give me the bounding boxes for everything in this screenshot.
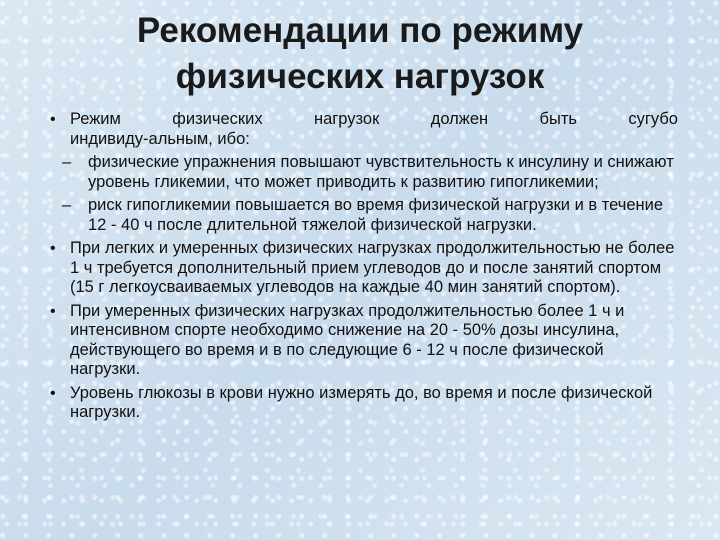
title-line-2: физических нагрузок bbox=[175, 57, 545, 96]
sub-item-hypoglycemia-risk bbox=[50, 196, 678, 235]
word: должен bbox=[430, 110, 489, 128]
dash-icon: – bbox=[62, 196, 72, 214]
dash-icon: – bbox=[62, 153, 72, 171]
title-line-1: Рекомендации по режиму bbox=[136, 11, 584, 50]
bullet-icon: • bbox=[50, 111, 56, 128]
bullet-item-glucose-measure bbox=[50, 384, 678, 423]
bullet-item-regime bbox=[50, 110, 678, 149]
bullet-text-rest: индивиду-альным, ибо: bbox=[70, 129, 250, 148]
bullet-text: При умеренных физических нагрузках продолжительностью более 1 ч и интенсивном спорте необходимо снижение на 20 - 50% дозы инсулина, действующего во время и в по следующие 6 - 12 ч после физической нагрузки. bbox=[70, 301, 625, 378]
bullet-item-insulin-reduction bbox=[50, 302, 678, 380]
bullet-icon: • bbox=[50, 384, 56, 402]
word: быть bbox=[539, 110, 577, 128]
bullet-icon: • bbox=[50, 302, 56, 320]
word: нагрузок bbox=[313, 110, 380, 128]
bullet-first-line bbox=[70, 110, 678, 130]
word: физических bbox=[172, 110, 263, 128]
bullet-icon: • bbox=[50, 240, 56, 257]
word: Режим bbox=[70, 110, 121, 128]
word: сугубо bbox=[628, 110, 678, 128]
sub-item-exercise-effect bbox=[50, 153, 678, 192]
bullet-list bbox=[50, 110, 678, 427]
sub-item-text: физические упражнения повышают чувствительность к инсулину и снижают уровень гликемии, что может приводить к развитию гипогликемии; bbox=[88, 153, 674, 191]
bullet-text: Уровень глюкозы в крови нужно измерять до, во время и после физической нагрузки. bbox=[70, 383, 653, 421]
sub-item-text: риск гипогликемии повышается во время физической нагрузки и в течение 12 - 40 ч после длительной тяжелой физической нагрузки. bbox=[88, 196, 664, 234]
bullet-item-light-load bbox=[50, 239, 678, 298]
slide-title bbox=[40, 8, 680, 100]
bullet-text: При легких и умеренных физических нагрузках продолжительностью не более 1 ч требуется дополнительный прием углеводов до и после занятий спортом (15 г легкоусваиваемых углеводов на каждые 40 мин занятий спортом). bbox=[70, 239, 675, 296]
